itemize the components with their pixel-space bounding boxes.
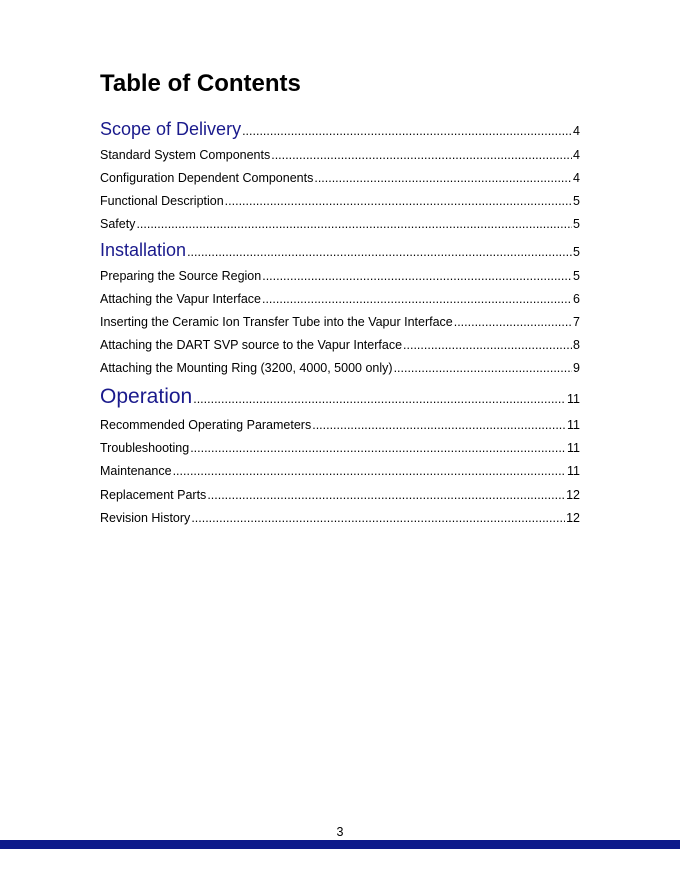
toc-entry-page: 6 [573, 292, 580, 306]
toc-entry-label: Attaching the Vapur Interface [100, 292, 261, 306]
toc-entry-page: 12 [566, 488, 580, 502]
toc-entry-page: 4 [573, 171, 580, 185]
page-number: 3 [336, 825, 344, 839]
toc-entry-preparing-the-source-region[interactable] [100, 268, 580, 284]
dot-leader [242, 120, 572, 142]
toc-entry-configuration-dependent-components[interactable] [100, 170, 580, 186]
toc-entry-label: Configuration Dependent Components [100, 171, 314, 185]
toc-entry-label: Scope of Delivery [100, 119, 242, 139]
dot-leader [312, 417, 566, 433]
toc-entry-attaching-the-dart-svp-source[interactable] [100, 337, 580, 353]
dot-leader [403, 337, 572, 353]
toc-entry-label: Troubleshooting [100, 441, 190, 455]
toc-entry-replacement-parts[interactable] [100, 487, 580, 503]
toc-entry-page: 7 [573, 315, 580, 329]
toc-entry-page: 5 [573, 194, 580, 208]
dot-leader [193, 386, 566, 412]
dot-leader [314, 170, 572, 186]
toc-entry-label: Attaching the DART SVP source to the Vapur Interface [100, 338, 403, 352]
toc-entry-label: Safety [100, 217, 136, 231]
toc-entry-page: 4 [573, 124, 580, 138]
dot-leader [262, 291, 572, 307]
toc-entry-label: Maintenance [100, 464, 172, 478]
dot-leader [454, 314, 572, 330]
toc-entry-attaching-the-vapur-interface[interactable] [100, 291, 580, 307]
dot-leader [225, 193, 572, 209]
toc-entry-standard-system-components[interactable] [100, 147, 580, 163]
toc-entry-page: 8 [573, 338, 580, 352]
toc-entry-troubleshooting[interactable] [100, 440, 580, 456]
dot-leader [173, 463, 566, 479]
dot-leader [136, 216, 572, 232]
dot-leader [207, 487, 565, 503]
dot-leader [262, 268, 572, 284]
toc-entry-attaching-the-mounting-ring[interactable] [100, 360, 580, 376]
toc-entry-scope-of-delivery[interactable] [100, 118, 580, 140]
toc-entry-label: Attaching the Mounting Ring (3200, 4000, 5000 only) [100, 361, 393, 375]
toc-entry-page: 11 [567, 418, 580, 432]
page-title: Table of Contents [100, 70, 301, 97]
toc-entry-page: 5 [573, 217, 580, 231]
toc-entry-revision-history[interactable] [100, 510, 580, 526]
toc-entry-functional-description[interactable] [100, 193, 580, 209]
dot-leader [271, 147, 572, 163]
toc-entry-installation[interactable] [100, 239, 580, 261]
toc-entry-label: Installation [100, 240, 187, 260]
toc-entry-label: Inserting the Ceramic Ion Transfer Tube into the Vapur Interface [100, 315, 453, 329]
toc-entry-page: 5 [573, 245, 580, 259]
toc-entry-page: 11 [567, 392, 580, 406]
dot-leader [191, 510, 565, 526]
toc-entry-page: 9 [573, 361, 580, 375]
toc-entry-label: Revision History [100, 511, 191, 525]
toc-entry-recommended-operating-parameters[interactable] [100, 417, 580, 433]
toc-entry-operation[interactable] [100, 384, 580, 410]
toc-entry-label: Functional Description [100, 194, 224, 208]
footer-bar [0, 840, 680, 849]
dot-leader [187, 241, 572, 263]
toc-entry-page: 4 [573, 148, 580, 162]
toc-entry-safety[interactable] [100, 216, 580, 232]
toc-entry-page: 5 [573, 269, 580, 283]
toc-entry-page: 12 [566, 511, 580, 525]
toc-entry-inserting-the-ceramic-ion-transfer-tube[interactable] [100, 314, 580, 330]
toc-entry-page: 11 [567, 441, 580, 455]
toc-entry-maintenance[interactable] [100, 463, 580, 479]
toc-entry-label: Replacement Parts [100, 488, 207, 502]
toc-entry-label: Recommended Operating Parameters [100, 418, 312, 432]
dot-leader [190, 440, 566, 456]
toc-entry-label: Operation [100, 385, 193, 408]
toc-entry-page: 11 [567, 464, 580, 478]
dot-leader [394, 360, 572, 376]
toc-entry-label: Standard System Components [100, 148, 271, 162]
toc-entry-label: Preparing the Source Region [100, 269, 262, 283]
